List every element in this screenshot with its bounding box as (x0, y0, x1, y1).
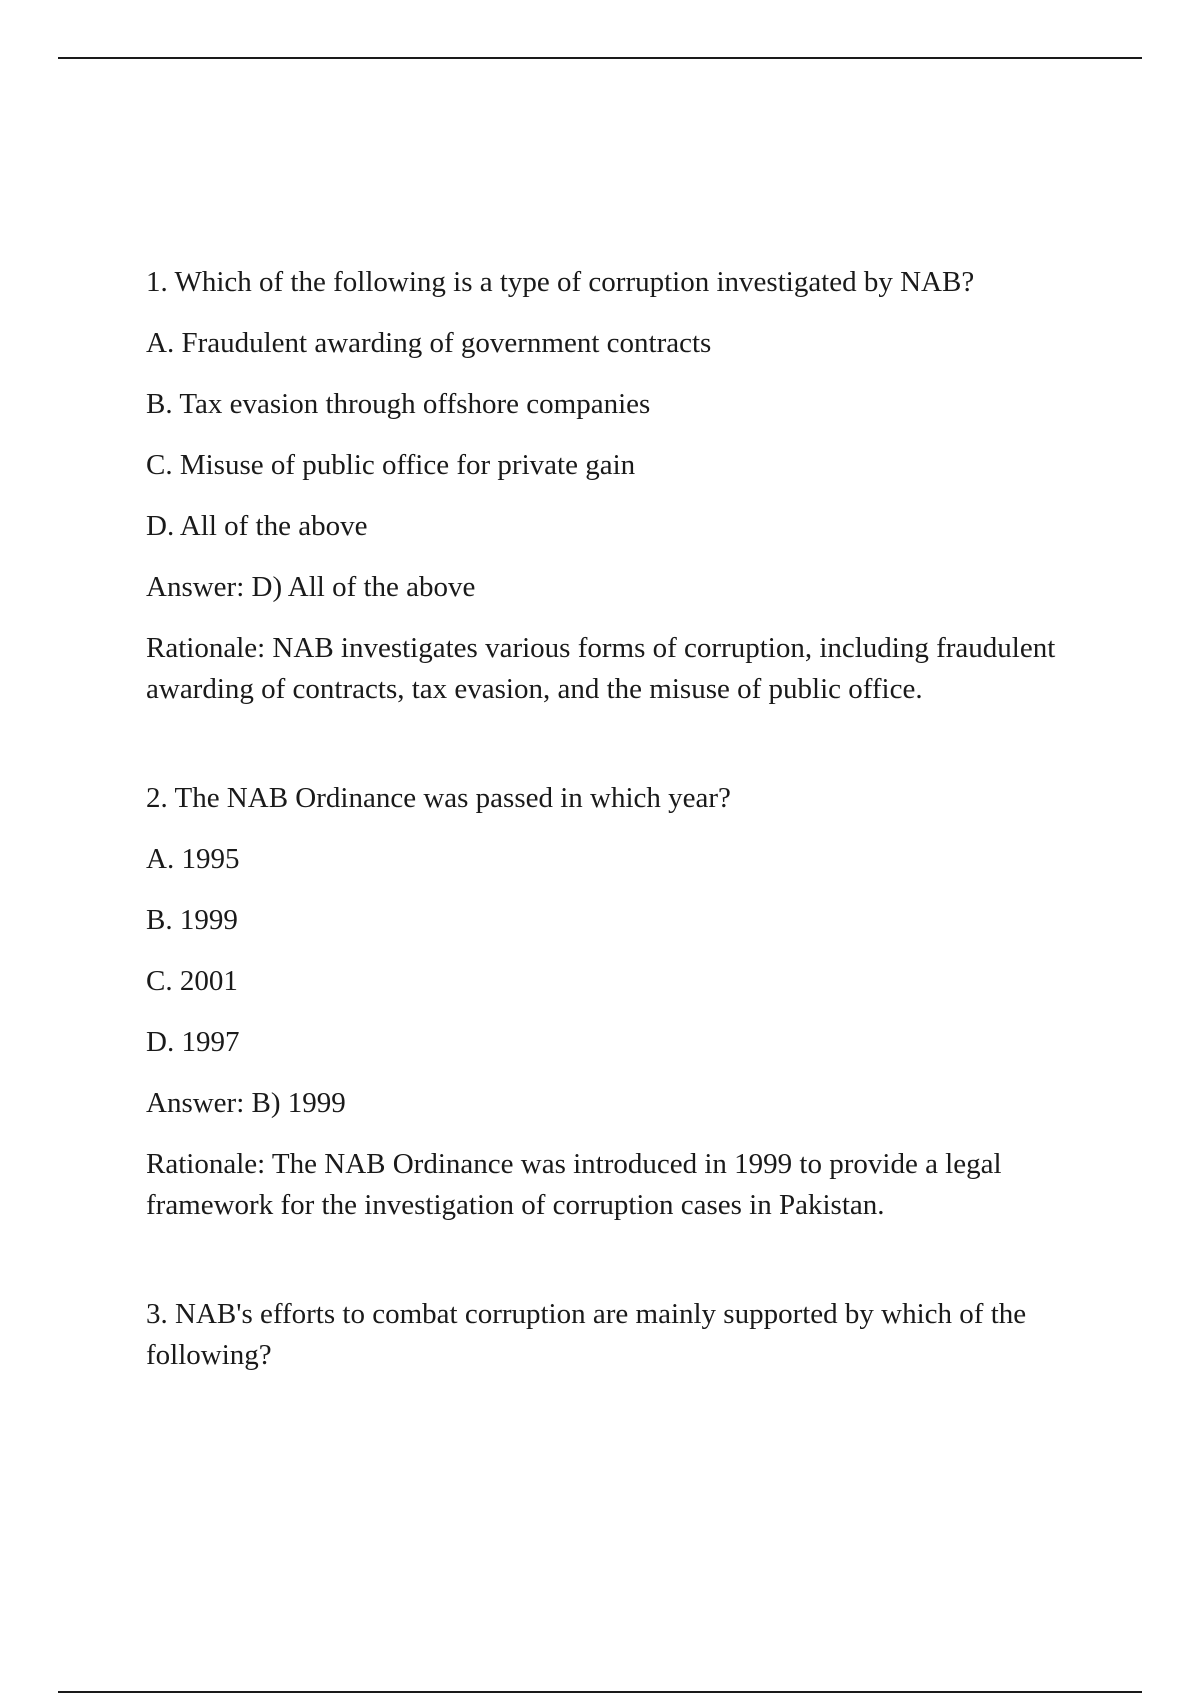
option-c: C. Misuse of public office for private gain (146, 449, 636, 481)
footer-rule (58, 1691, 1142, 1693)
option-d: D. 1997 (146, 1026, 240, 1058)
option-a: A. 1995 (146, 843, 240, 875)
answer: Answer: B) 1999 (146, 1087, 346, 1119)
option-b: B. 1999 (146, 904, 238, 936)
option-a: A. Fraudulent awarding of government contracts (146, 327, 712, 359)
option-d: D. All of the above (146, 510, 368, 542)
question-2 (146, 778, 1106, 1226)
answer: Answer: D) All of the above (146, 571, 476, 603)
question-prompt: 2. The NAB Ordinance was passed in which year? (146, 782, 731, 814)
rationale: Rationale: NAB investigates various forms of corruption, including fraudulent awarding of contracts, tax evasion, and the misuse of public office. (146, 632, 1056, 705)
option-c: C. 2001 (146, 965, 238, 997)
question-prompt: 1. Which of the following is a type of corruption investigated by NAB? (146, 266, 975, 298)
question-prompt: 3. NAB's efforts to combat corruption are mainly supported by which of the following? (146, 1298, 1027, 1371)
rationale: Rationale: The NAB Ordinance was introduced in 1999 to provide a legal framework for the investigation of corruption cases in Pakistan. (146, 1148, 1002, 1221)
header-rule (58, 57, 1142, 59)
quiz-content (146, 262, 1106, 1376)
question-3 (146, 1294, 1106, 1376)
question-1 (146, 262, 1106, 710)
option-b: B. Tax evasion through offshore companies (146, 388, 651, 420)
